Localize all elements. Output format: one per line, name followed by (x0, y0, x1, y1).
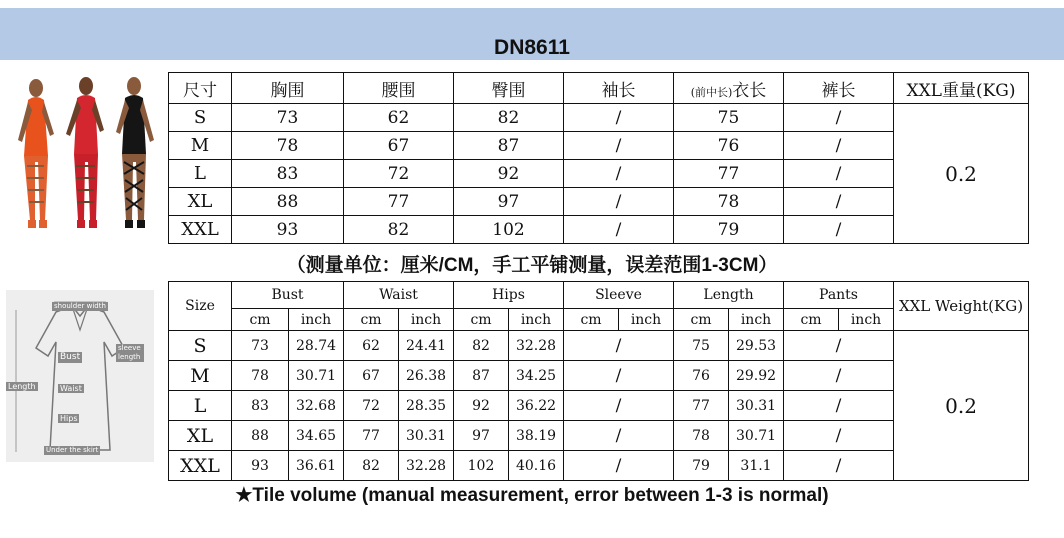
pants-cell: / (784, 361, 894, 391)
hips-cm-cell: 82 (454, 331, 509, 361)
unit-inch: inch (839, 309, 894, 331)
header-hips: 臀围 (454, 73, 564, 104)
sketch-label-shoulder: shoulder width (54, 302, 106, 310)
size-cell: S (169, 331, 232, 361)
size-cell: S (169, 104, 232, 132)
length-cell: 77 (674, 160, 784, 188)
length-cm-cell: 75 (674, 331, 729, 361)
model-orange (18, 79, 54, 228)
waist-cell: 67 (344, 132, 454, 160)
pants-cell: / (784, 421, 894, 451)
model-red (66, 77, 104, 228)
length-inch-cell: 31.1 (729, 451, 784, 481)
length-cell: 78 (674, 188, 784, 216)
model-photo (4, 70, 164, 235)
waist-cm-cell: 72 (344, 391, 399, 421)
size-cell: XL (169, 421, 232, 451)
unit-cm: cm (564, 309, 619, 331)
header-waist: 腰围 (344, 73, 454, 104)
waist-cell: 72 (344, 160, 454, 188)
header-hips: Hips (454, 282, 564, 309)
hips-cell: 82 (454, 104, 564, 132)
pants-cell: / (784, 104, 894, 132)
bust-inch-cell: 34.65 (289, 421, 344, 451)
length-inch-cell: 29.92 (729, 361, 784, 391)
waist-inch-cell: 26.38 (399, 361, 454, 391)
bust-cell: 83 (232, 160, 344, 188)
sleeve-cell: / (564, 132, 674, 160)
pants-cell: / (784, 451, 894, 481)
sleeve-cell: / (564, 104, 674, 132)
size-table-english (168, 281, 1029, 481)
hips-cell: 97 (454, 188, 564, 216)
hips-cm-cell: 92 (454, 391, 509, 421)
hips-inch-cell: 38.19 (509, 421, 564, 451)
waist-cell: 62 (344, 104, 454, 132)
measurement-note-english: ★Tile volume (manual measurement, error between 1-3 is normal) (235, 485, 829, 506)
unit-inch: inch (619, 309, 674, 331)
hips-cm-cell: 102 (454, 451, 509, 481)
header-bust: 胸围 (232, 73, 344, 104)
sketch-label-under-skirt: Under the skirt (46, 446, 99, 454)
pants-cell: / (784, 188, 894, 216)
length-inch-cell: 30.31 (729, 391, 784, 421)
unit-cm: cm (232, 309, 289, 331)
bust-inch-cell: 32.68 (289, 391, 344, 421)
size-cell: L (169, 391, 232, 421)
hips-inch-cell: 32.28 (509, 331, 564, 361)
header-size: 尺寸 (169, 73, 232, 104)
sketch-label-sleeve: sleeve length (116, 344, 144, 362)
header-row (169, 73, 1029, 104)
waist-cm-cell: 67 (344, 361, 399, 391)
sleeve-cell: / (564, 391, 674, 421)
sketch-label-bust: Bust (60, 352, 81, 362)
sleeve-cell: / (564, 188, 674, 216)
sleeve-cell: / (564, 216, 674, 244)
hips-inch-cell: 36.22 (509, 391, 564, 421)
length-cell: 76 (674, 132, 784, 160)
bust-cm-cell: 83 (232, 391, 289, 421)
header-size: Size (169, 282, 232, 331)
weight-cell: 0.2 (894, 331, 1029, 481)
size-cell: XXL (169, 451, 232, 481)
hips-inch-cell: 34.25 (509, 361, 564, 391)
header-sleeve: Sleeve (564, 282, 674, 309)
product-code-title: DN8611 (494, 36, 570, 59)
waist-cell: 82 (344, 216, 454, 244)
unit-cm: cm (784, 309, 839, 331)
header-length: Length (674, 282, 784, 309)
measurement-sketch (6, 290, 154, 462)
sketch-label-length: Length (8, 382, 36, 391)
sleeve-cell: / (564, 160, 674, 188)
header-pants: Pants (784, 282, 894, 309)
unit-cm: cm (344, 309, 399, 331)
header-pants: 裤长 (784, 73, 894, 104)
length-cm-cell: 76 (674, 361, 729, 391)
hips-cm-cell: 97 (454, 421, 509, 451)
pants-cell: / (784, 391, 894, 421)
size-cell: L (169, 160, 232, 188)
header-waist: Waist (344, 282, 454, 309)
length-inch-cell: 30.71 (729, 421, 784, 451)
unit-cm: cm (454, 309, 509, 331)
bust-cell: 73 (232, 104, 344, 132)
sketch-label-waist: Waist (60, 384, 82, 393)
bust-cell: 88 (232, 188, 344, 216)
size-cell: M (169, 361, 232, 391)
dress-outline-icon (6, 290, 154, 462)
waist-cm-cell: 77 (344, 421, 399, 451)
bust-cell: 78 (232, 132, 344, 160)
unit-inch: inch (509, 309, 564, 331)
header-front-length: (前中长) (690, 85, 733, 99)
bust-cell: 93 (232, 216, 344, 244)
size-table-chinese (168, 72, 1029, 244)
waist-cm-cell: 62 (344, 331, 399, 361)
hips-inch-cell: 40.16 (509, 451, 564, 481)
bust-inch-cell: 28.74 (289, 331, 344, 361)
length-cm-cell: 78 (674, 421, 729, 451)
header-length (674, 73, 784, 104)
model-black (116, 77, 154, 228)
size-cell: XL (169, 188, 232, 216)
header-weight: XXL重量(KG) (894, 73, 1029, 104)
unit-inch: inch (289, 309, 344, 331)
length-cell: 75 (674, 104, 784, 132)
length-cm-cell: 79 (674, 451, 729, 481)
measurement-note-chinese: （测量单位：厘米/CM，手工平铺测量，误差范围1-3CM） (286, 255, 778, 276)
unit-inch: inch (399, 309, 454, 331)
bust-inch-cell: 36.61 (289, 451, 344, 481)
pants-cell: / (784, 331, 894, 361)
size-cell: XXL (169, 216, 232, 244)
header-garment-length: 衣长 (732, 80, 767, 101)
hips-cell: 102 (454, 216, 564, 244)
hips-cell: 92 (454, 160, 564, 188)
bust-cm-cell: 88 (232, 421, 289, 451)
header-row (169, 282, 1029, 309)
unit-inch: inch (729, 309, 784, 331)
sleeve-cell: / (564, 361, 674, 391)
waist-inch-cell: 24.41 (399, 331, 454, 361)
hips-cell: 87 (454, 132, 564, 160)
length-cm-cell: 77 (674, 391, 729, 421)
table-row (169, 104, 1029, 132)
waist-cm-cell: 82 (344, 451, 399, 481)
table-row (169, 331, 1029, 361)
header-weight: XXL Weight(KG) (894, 282, 1029, 331)
header-sleeve: 袖长 (564, 73, 674, 104)
sketch-label-hips: Hips (60, 414, 78, 423)
bust-cm-cell: 73 (232, 331, 289, 361)
weight-cell: 0.2 (894, 104, 1029, 244)
bust-cm-cell: 93 (232, 451, 289, 481)
waist-cell: 77 (344, 188, 454, 216)
unit-cm: cm (674, 309, 729, 331)
length-inch-cell: 29.53 (729, 331, 784, 361)
pants-cell: / (784, 160, 894, 188)
sleeve-cell: / (564, 451, 674, 481)
waist-inch-cell: 30.31 (399, 421, 454, 451)
waist-inch-cell: 28.35 (399, 391, 454, 421)
waist-inch-cell: 32.28 (399, 451, 454, 481)
sleeve-cell: / (564, 331, 674, 361)
hips-cm-cell: 87 (454, 361, 509, 391)
length-cell: 79 (674, 216, 784, 244)
header-bust: Bust (232, 282, 344, 309)
bust-cm-cell: 78 (232, 361, 289, 391)
pants-cell: / (784, 216, 894, 244)
pants-cell: / (784, 132, 894, 160)
bust-inch-cell: 30.71 (289, 361, 344, 391)
size-cell: M (169, 132, 232, 160)
sleeve-cell: / (564, 421, 674, 451)
